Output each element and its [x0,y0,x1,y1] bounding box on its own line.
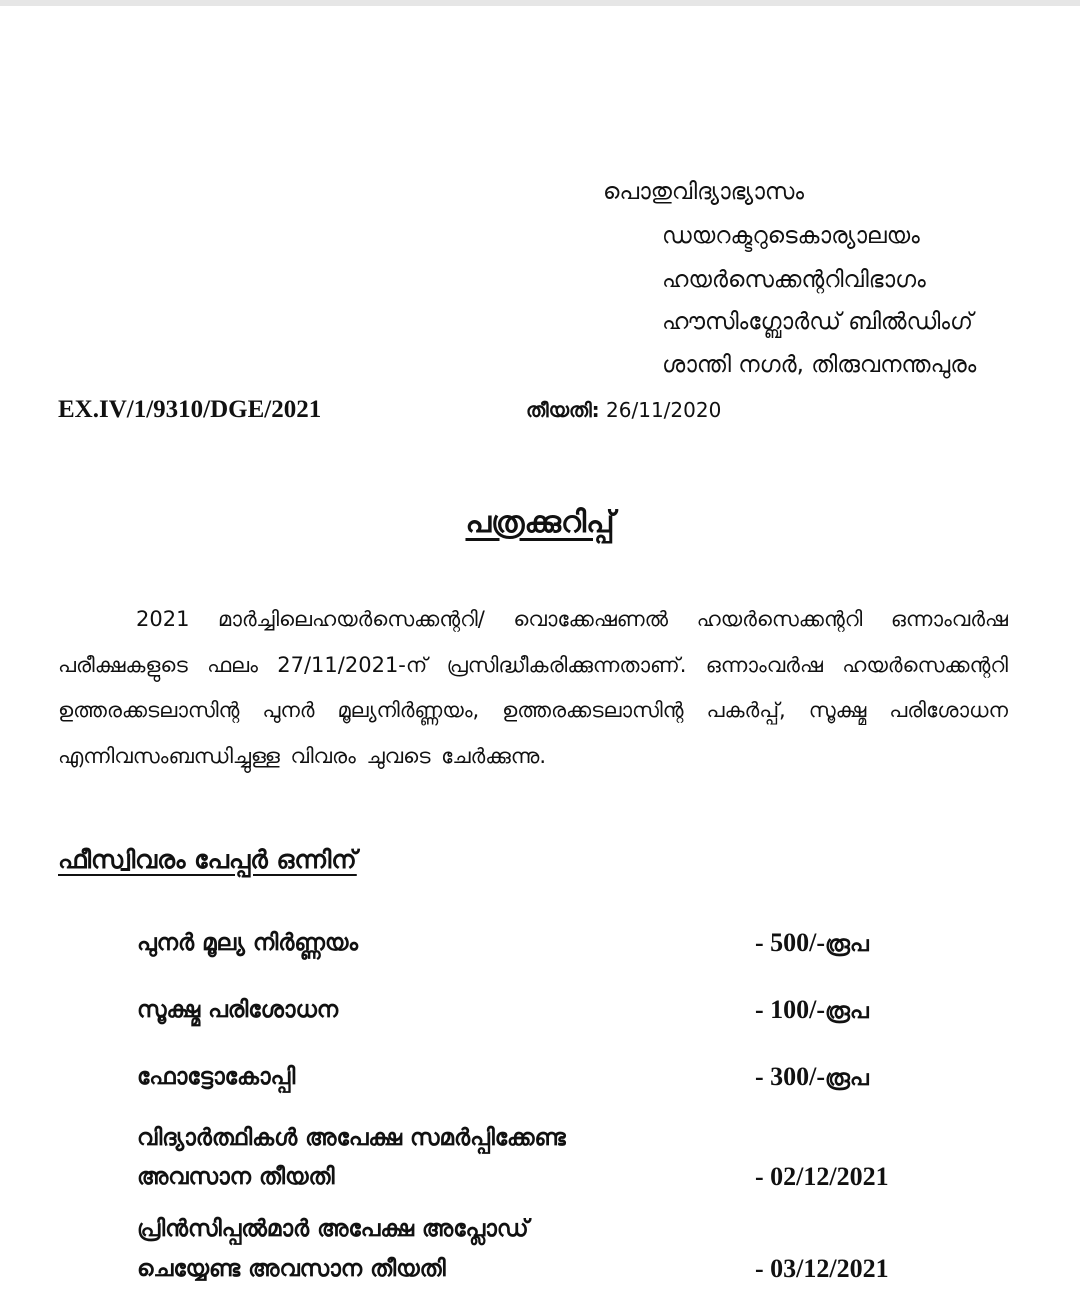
address-line-2: ഡയറക്ടറുടെകാര്യാലയം [662,223,920,249]
deadline-students-label-line1: വിദ്യാർത്ഥികൾ അപേക്ഷ സമർപ്പിക്കേണ്ട [137,1125,566,1151]
deadline-principals-label-line2: ചെയ്യേണ്ട അവസാന തീയതി [137,1256,446,1282]
top-bar [0,0,1080,6]
fee-amount: - 100/- [755,995,826,1024]
address-line-5: ശാന്തി നഗർ, തിരുവനന്തപുരം [662,352,977,378]
fee-label-scrutiny: സൂക്ഷ്മ പരിശോധന [137,997,339,1023]
reference-number: EX.IV/1/9310/DGE/2021 [58,396,322,423]
fee-amount: - 500/- [755,928,826,957]
page-title: പത്രക്കുറിപ്പ് [465,505,615,540]
deadline-principals-value: - 03/12/2021 [755,1254,889,1283]
date-value: 26/11/2020 [606,398,722,422]
address-line-3: ഹയർസെക്കന്ററിവിഭാഗം [662,267,926,293]
date-label: തീയതി: [526,398,600,422]
address-line-1: പൊതുവിദ്യാഭ്യാസം [603,179,804,205]
deadline-students-value: - 02/12/2021 [755,1162,889,1191]
fee-label-revaluation: പുനർ മൂല്യ നിർണ്ണയം [137,930,359,956]
fee-unit: രൂപ [825,932,869,957]
deadline-students-label-line2: അവസാന തീയതി [137,1164,335,1190]
fee-value-photocopy [755,1057,869,1099]
fee-amount: - 300/- [755,1062,826,1091]
date [526,398,721,422]
fee-value-revaluation [755,923,869,965]
fee-unit: രൂപ [825,1066,869,1091]
deadline-principals-label-line1: പ്രിൻസിപ്പൽമാർ അപേക്ഷ അപ്ലോഡ് [137,1216,529,1242]
fee-label-photocopy: ഫോട്ടോകോപ്പി [137,1064,296,1090]
body-paragraph: 2021 മാർച്ചിലെഹയർസെക്കന്ററി/ വൊക്കേഷണൽ ഹയർസെക്കന്ററി ഒന്നാംവർഷ പരീക്ഷകളുടെ ഫലം 27/11/2021-ന് പ്രസിദ്ധീകരിക്കുന്നതാണ്. ഒന്നാംവർഷ ഹയർസെക്കന്ററി ഉത്തരക്കടലാസിന്റ പുനർ മൂല്യനിർണ്ണയം, ഉത്തരക്കടലാസിന്റ പകർപ്പ്, സൂക്ഷ്മ പരിശോധന എന്നിവസംബന്ധിച്ചുള്ള വിവരം ചുവടെ ചേർക്കുന്നു. [58,607,1008,768]
address-line-4: ഹൗസിംഗ്ബോർഡ് ബിൽഡിംഗ് [662,309,973,335]
fee-unit: രൂപ [825,999,869,1024]
fee-value-scrutiny [755,990,869,1032]
fee-heading: ഫീസ്വിവരം പേപ്പർ ഒന്നിന് [58,845,357,874]
